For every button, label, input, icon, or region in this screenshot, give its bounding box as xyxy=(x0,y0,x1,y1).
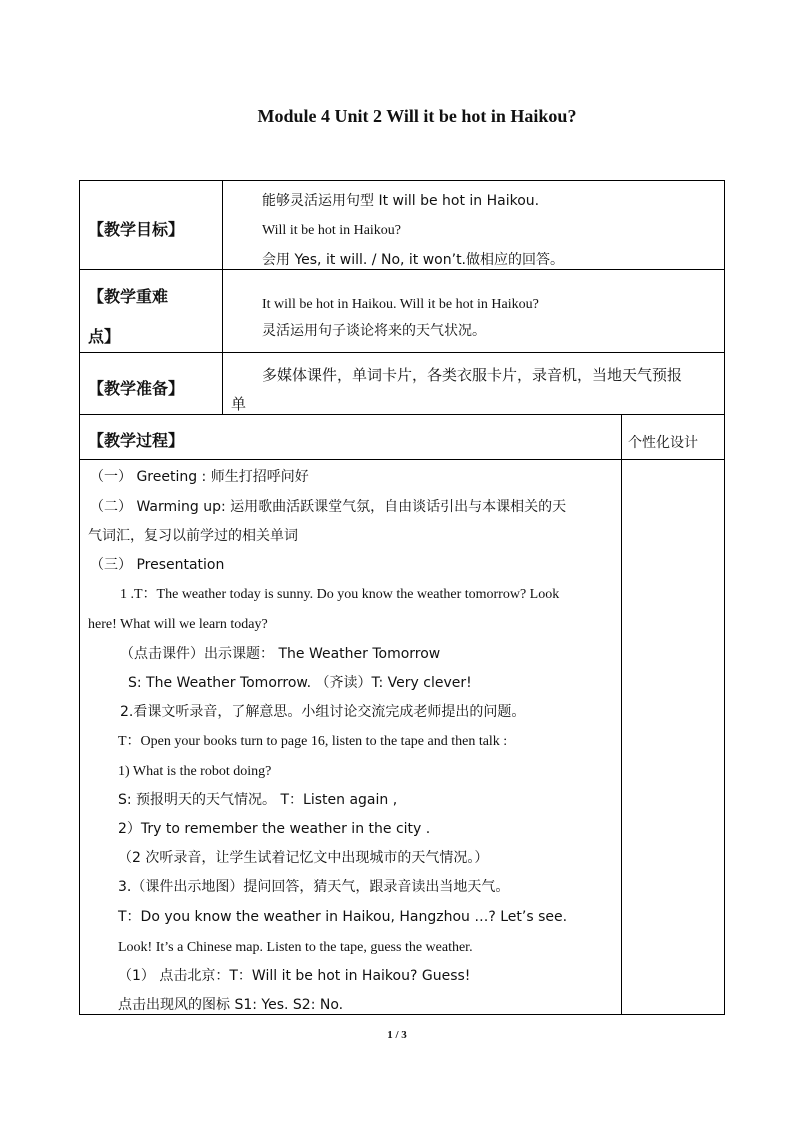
row-divider xyxy=(80,269,724,270)
preparation-line: 多媒体课件，单词卡片，各类衣服卡片，录音机，当地天气预报 xyxy=(262,366,683,384)
process-line: 2.看课文听录音，了解意思。小组讨论交流完成老师提出的问题。 xyxy=(120,704,526,720)
process-line: T：Open your books turn to page 16, listen to the tape and then talk : xyxy=(118,734,508,749)
key-points-label: 点】 xyxy=(88,327,121,346)
objectives-line: 会用 Yes, it will. / No, it won’t.做相应的回答。 xyxy=(262,252,565,268)
row-divider xyxy=(80,352,724,353)
objectives-line: Will it be hot in Haikou? xyxy=(262,223,402,238)
preparation-line: 单 xyxy=(231,395,247,413)
row-divider xyxy=(80,414,724,415)
column-divider xyxy=(621,414,622,1015)
process-line: S: 预报明天的天气情况。 T：Listen again , xyxy=(118,792,398,808)
process-line: 1 .T：The weather today is sunny. Do you know the weather tomorrow? Look xyxy=(120,587,560,602)
preparation-label: 【教学准备】 xyxy=(88,379,185,398)
process-line: S: The Weather Tomorrow. （齐读）T: Very clever! xyxy=(128,675,472,691)
key-points-label: 【教学重难 xyxy=(88,287,169,306)
lesson-plan-table xyxy=(79,180,725,1015)
process-line: （一） Greeting : 师生打招呼问好 xyxy=(90,469,309,485)
process-line: Look! It’s a Chinese map. Listen to the tape, guess the weather. xyxy=(118,940,473,955)
process-line: （三） Presentation xyxy=(90,557,225,573)
process-line: 1) What is the robot doing? xyxy=(118,764,272,779)
key-points-line: It will be hot in Haikou. Will it be hot in Haikou? xyxy=(262,297,539,312)
objectives-line: 能够灵活运用句型 It will be hot in Haikou. xyxy=(262,193,540,209)
column-divider xyxy=(222,181,223,414)
process-line: 2）Try to remember the weather in the city . xyxy=(118,821,431,837)
side-column-header: 个性化设计 xyxy=(628,435,698,451)
objectives-label: 【教学目标】 xyxy=(88,220,185,239)
key-points-line: 灵活运用句子谈论将来的天气状况。 xyxy=(262,323,486,339)
process-line: （1） 点击北京：T：Will it be hot in Haikou? Guess! xyxy=(118,968,471,984)
process-line: 气词汇，复习以前学过的相关单词 xyxy=(88,528,298,544)
process-line: （点击课件）出示课题： The Weather Tomorrow xyxy=(120,646,441,662)
row-divider xyxy=(80,459,724,460)
process-line: （二） Warming up: 运用歌曲活跃课堂气氛，自由谈话引出与本课相关的天 xyxy=(90,499,567,515)
document-title: Module 4 Unit 2 Will it be hot in Haikou? xyxy=(257,106,577,126)
process-line: here! What will we learn today? xyxy=(88,617,268,632)
process-line: T：Do you know the weather in Haikou, Hangzhou …? Let’s see. xyxy=(118,909,568,925)
process-label: 【教学过程】 xyxy=(88,431,185,450)
process-line: （2 次听录音，让学生试着记忆文中出现城市的天气情况。） xyxy=(118,850,489,866)
process-line: 点击出现风的图标 S1: Yes. S2: No. xyxy=(118,997,344,1013)
process-line: 3.（课件出示地图）提问回答，猜天气，跟录音读出当地天气。 xyxy=(118,879,510,895)
page-number: 1 / 3 xyxy=(387,1029,407,1041)
